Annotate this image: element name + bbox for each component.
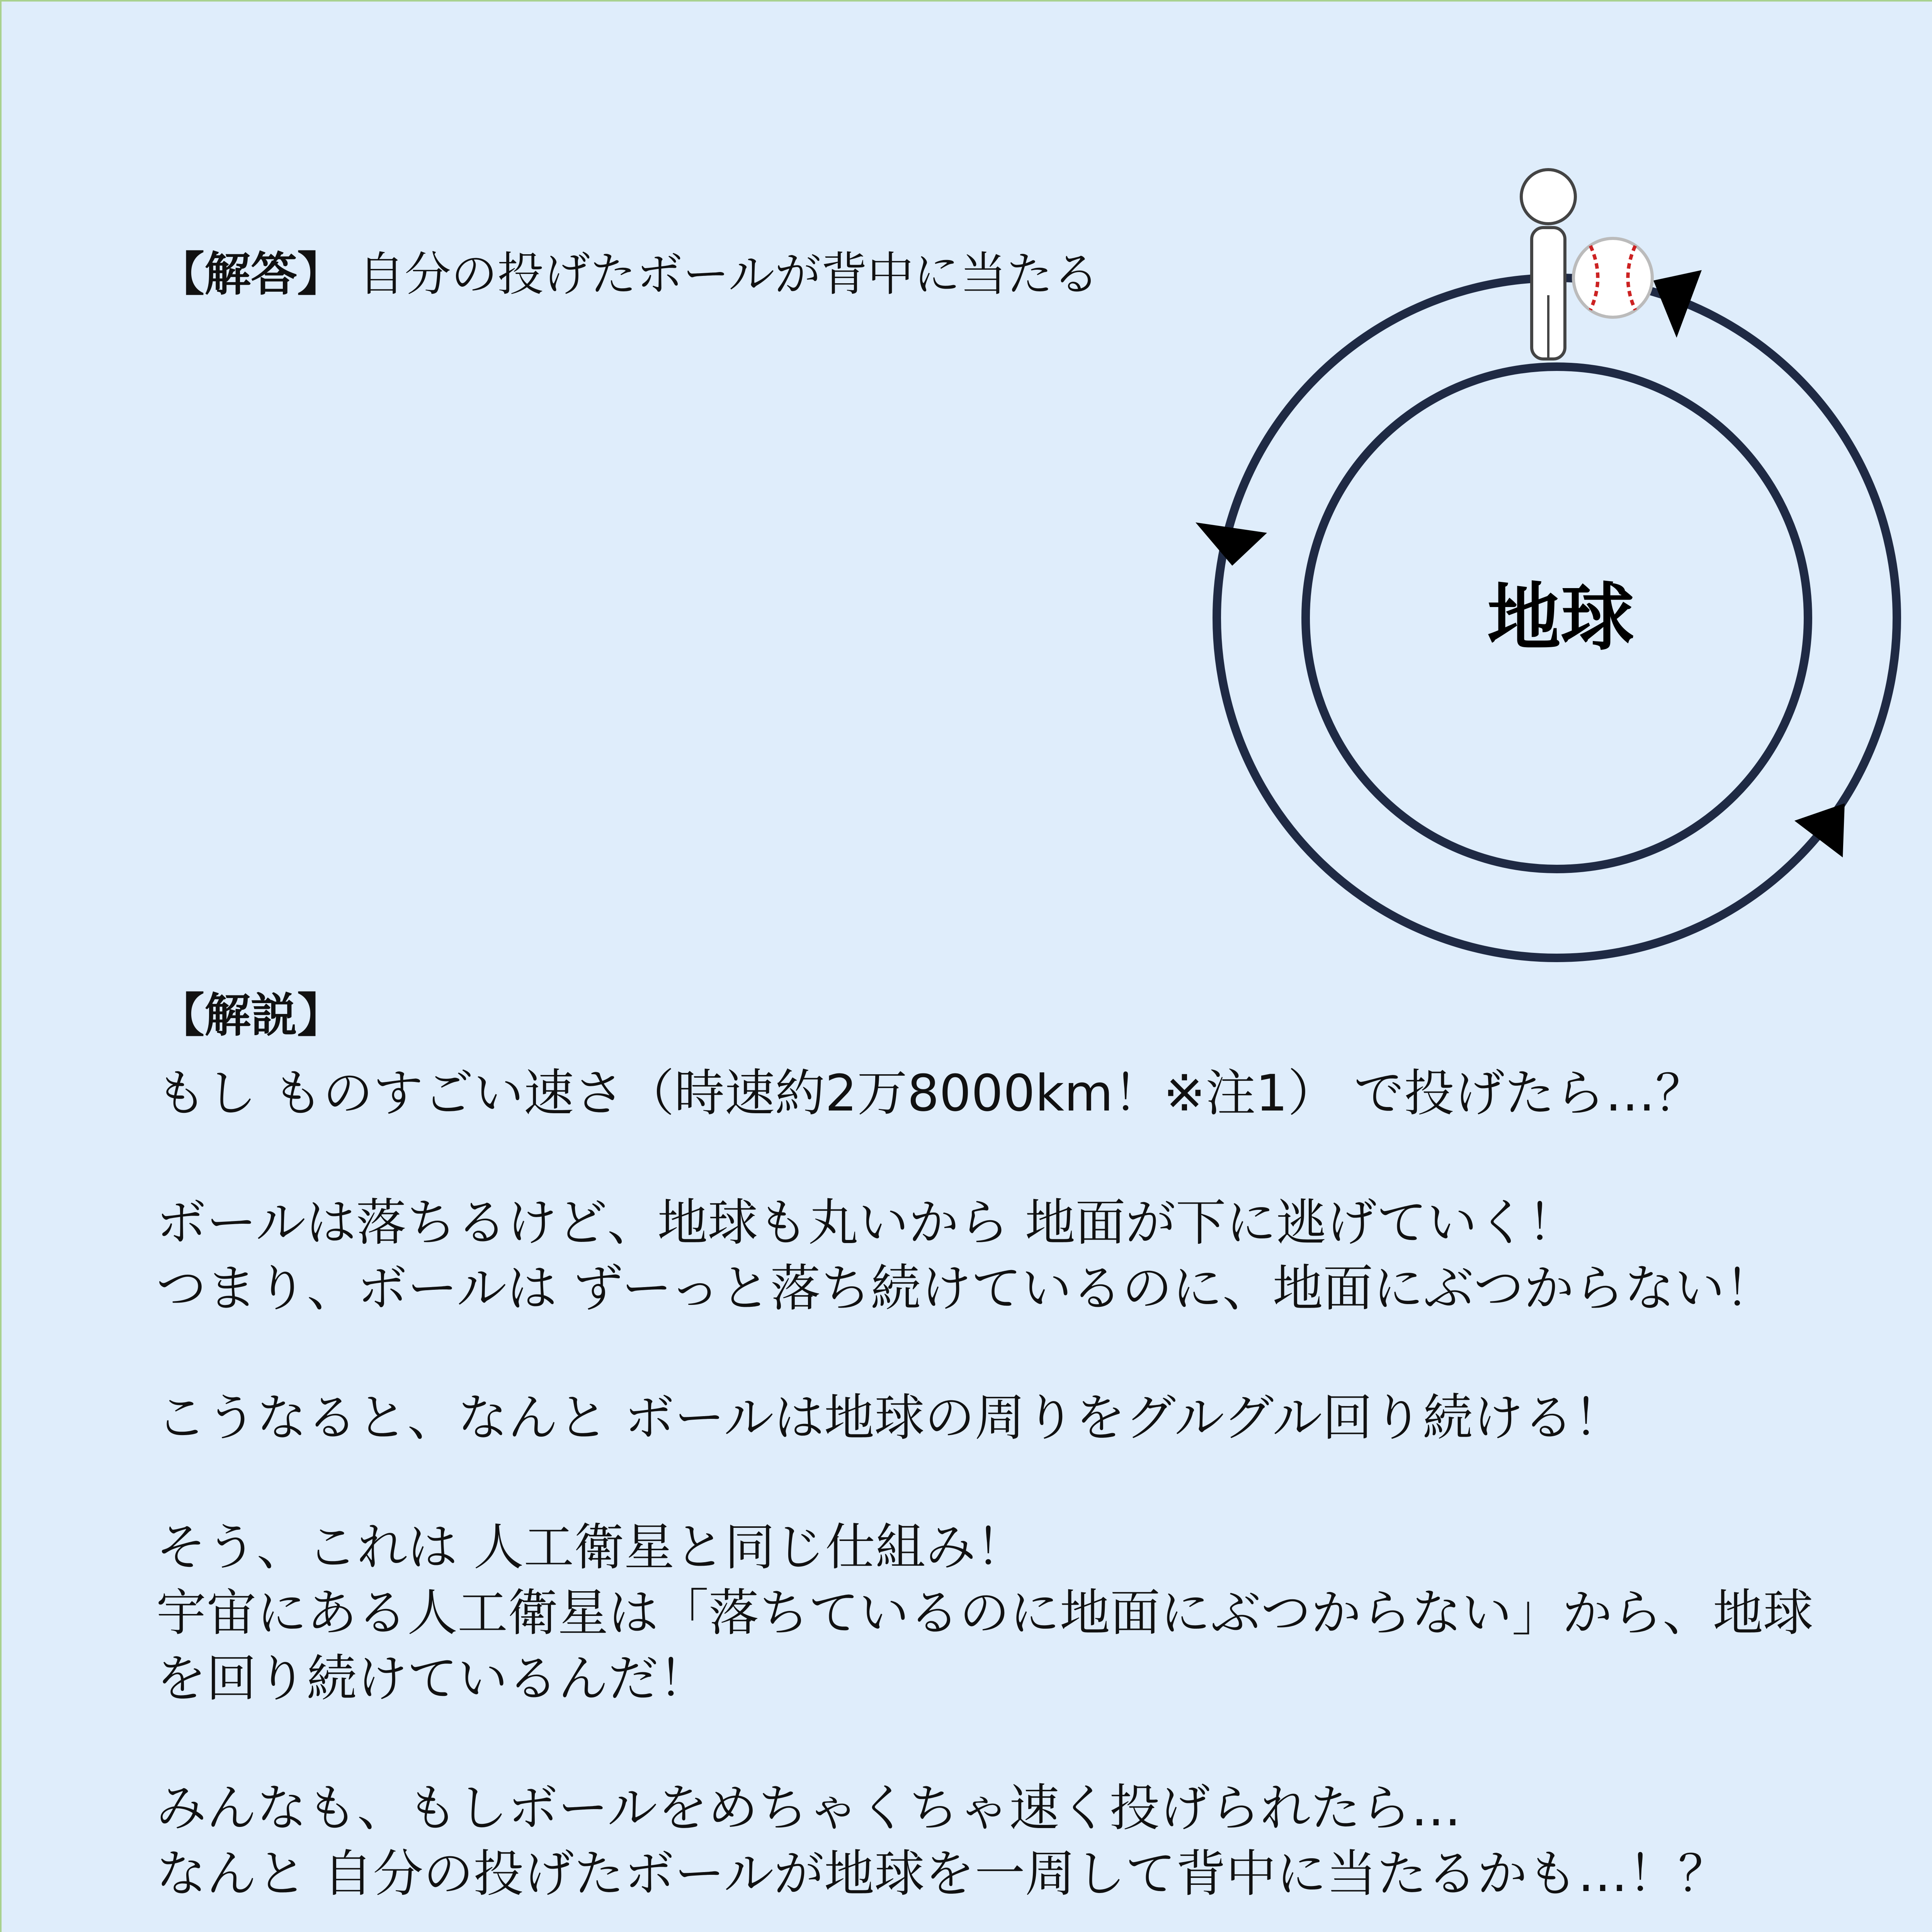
explanation-paragraph [156, 1775, 1914, 1906]
explanation-paragraph [156, 1060, 1914, 1126]
explanation-paragraph [156, 1385, 1914, 1451]
baseball-icon [1573, 238, 1652, 317]
explanation-line: みんなも、もしボールをめちゃくちゃ速く投げられたら… [156, 1779, 1461, 1837]
explanation-line: なんと 自分の投げたボールが地球を一周して背中に当たるかも…！？ [156, 1844, 1728, 1903]
explanation-paragraph [156, 1514, 1914, 1711]
explanation-line: そう、これは 人工衛星と同じ仕組み！ [156, 1518, 1026, 1577]
answer-label: 【解答】 [158, 248, 344, 301]
person-icon [1521, 170, 1575, 359]
explanation-body [156, 1060, 1914, 1932]
orbit-diagram [2, 2, 1932, 1006]
explanation-line: ボールは落ちるけど、地球も丸いから 地面が下に逃げていく！ [156, 1193, 1578, 1252]
explanation-paragraph [156, 1190, 1914, 1321]
orbit-arrow-icon [1196, 522, 1267, 566]
explanation-line: もし ものすごい速さ（時速約2万8000km！※注1） で投げたら…？ [156, 1064, 1706, 1122]
earth-label: 地球 [1487, 575, 1634, 660]
explanation-line: を回り続けているんだ！ [156, 1649, 709, 1708]
explanation-line: 宇宙にある人工衛星は「落ちているのに地面にぶつからない」から、地球 [156, 1583, 1813, 1642]
explanation-line: つまり、ボールは ずーっと落ち続けているのに、地面にぶつからない！ [156, 1259, 1775, 1318]
answer-text: 自分の投げたボールが背中に当たる [358, 248, 1099, 301]
explanation-line: こうなると、なんと ボールは地球の周りをグルグル回り続ける！ [156, 1388, 1624, 1447]
explanation-heading: 【解説】 [158, 989, 344, 1043]
